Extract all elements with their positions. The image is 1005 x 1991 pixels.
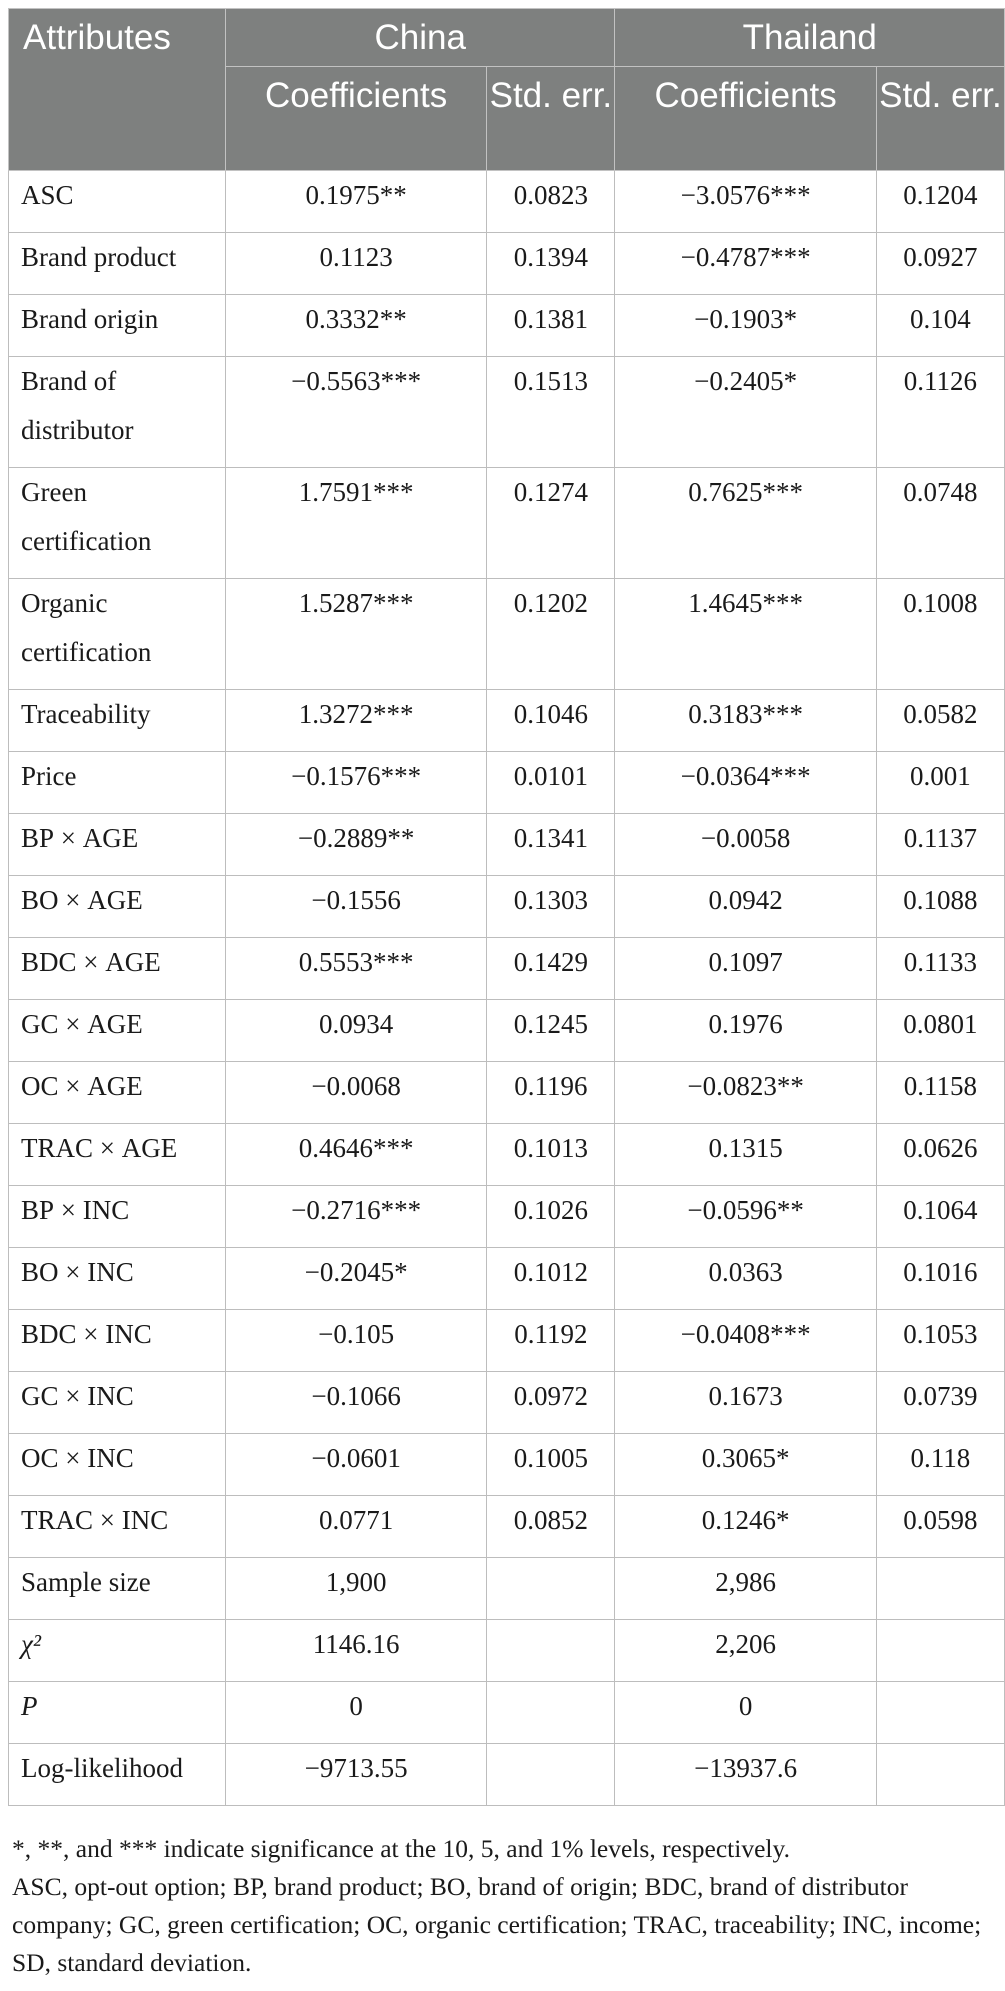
table-row — [9, 1124, 1005, 1186]
thailand-stderr: 0.0739 — [876, 1372, 1004, 1434]
row-label: OC × INC — [9, 1434, 226, 1496]
china-coefficient: −0.2045* — [225, 1248, 486, 1310]
thailand-coefficient: −0.4787*** — [615, 233, 876, 295]
thailand-stderr: 0.1126 — [876, 357, 1004, 468]
row-label: Green certification — [9, 468, 226, 579]
table-row — [9, 1000, 1005, 1062]
thailand-stderr: 0.0598 — [876, 1496, 1004, 1558]
china-stderr: 0.1274 — [487, 468, 615, 579]
china-coefficient: −0.2889** — [225, 814, 486, 876]
thailand-coefficient: 0.1097 — [615, 938, 876, 1000]
china-stderr: 0.1013 — [487, 1124, 615, 1186]
china-stderr — [487, 1682, 615, 1744]
thailand-coefficient: 0.1315 — [615, 1124, 876, 1186]
thailand-stderr: 0.0801 — [876, 1000, 1004, 1062]
results-table — [8, 8, 1005, 1806]
thailand-coefficient: 0.3065* — [615, 1434, 876, 1496]
thailand-coefficient: 0.0363 — [615, 1248, 876, 1310]
header-china: China — [225, 9, 615, 67]
thailand-stderr — [876, 1682, 1004, 1744]
header-attributes: Attributes — [9, 9, 226, 171]
table-row — [9, 752, 1005, 814]
china-stderr: 0.1192 — [487, 1310, 615, 1372]
thailand-coefficient: −13937.6 — [615, 1744, 876, 1806]
china-coefficient: −0.5563*** — [225, 357, 486, 468]
china-stderr — [487, 1558, 615, 1620]
header-row-groups — [9, 9, 1005, 67]
china-coefficient: 0.1123 — [225, 233, 486, 295]
row-label: BO × INC — [9, 1248, 226, 1310]
china-coefficient: 0.1975** — [225, 171, 486, 233]
thailand-stderr: 0.0927 — [876, 233, 1004, 295]
thailand-stderr: 0.1133 — [876, 938, 1004, 1000]
china-stderr: 0.1303 — [487, 876, 615, 938]
china-stderr — [487, 1620, 615, 1682]
thailand-stderr: 0.0748 — [876, 468, 1004, 579]
thailand-coefficient: −3.0576*** — [615, 171, 876, 233]
thailand-stderr: 0.0626 — [876, 1124, 1004, 1186]
thailand-coefficient: 2,986 — [615, 1558, 876, 1620]
china-coefficient: −0.0068 — [225, 1062, 486, 1124]
table-row — [9, 579, 1005, 690]
thailand-stderr — [876, 1558, 1004, 1620]
thailand-coefficient: 1.4645*** — [615, 579, 876, 690]
china-coefficient: 1.3272*** — [225, 690, 486, 752]
china-coefficient: 0.4646*** — [225, 1124, 486, 1186]
china-coefficient: −0.2716*** — [225, 1186, 486, 1248]
header-china-stderr: Std. err. — [487, 67, 615, 171]
thailand-coefficient: 0.0942 — [615, 876, 876, 938]
row-label: Brand of distributor — [9, 357, 226, 468]
thailand-stderr: 0.1016 — [876, 1248, 1004, 1310]
header-thailand-coefficients: Coefficients — [615, 67, 876, 171]
thailand-coefficient: 0.1976 — [615, 1000, 876, 1062]
thailand-stderr: 0.1064 — [876, 1186, 1004, 1248]
row-label: Organic certification — [9, 579, 226, 690]
thailand-stderr: 0.1137 — [876, 814, 1004, 876]
row-label: OC × AGE — [9, 1062, 226, 1124]
row-label: Traceability — [9, 690, 226, 752]
china-coefficient: −0.1576*** — [225, 752, 486, 814]
china-stderr: 0.1005 — [487, 1434, 615, 1496]
table-row — [9, 814, 1005, 876]
thailand-coefficient: 0.1246* — [615, 1496, 876, 1558]
significance-note: *, **, and *** indicate significance at the 10, 5, and 1% levels, respectively. — [12, 1834, 790, 1863]
thailand-stderr: 0.1088 — [876, 876, 1004, 938]
row-label: BDC × AGE — [9, 938, 226, 1000]
table-row — [9, 1620, 1005, 1682]
table-row — [9, 1186, 1005, 1248]
table-row — [9, 233, 1005, 295]
row-label: TRAC × AGE — [9, 1124, 226, 1186]
row-label: ASC — [9, 171, 226, 233]
china-stderr: 0.1381 — [487, 295, 615, 357]
abbreviations-note: ASC, opt-out option; BP, brand product; BO, brand of origin; BDC, brand of distributor company; GC, green certification; OC, organic certification; TRAC, traceability; INC, income; SD, standard deviation. — [12, 1872, 982, 1977]
row-label: Sample size — [9, 1558, 226, 1620]
thailand-coefficient: 0.7625*** — [615, 468, 876, 579]
row-label: Price — [9, 752, 226, 814]
row-label: BO × AGE — [9, 876, 226, 938]
thailand-coefficient: −0.0596** — [615, 1186, 876, 1248]
thailand-stderr: 0.104 — [876, 295, 1004, 357]
thailand-coefficient: −0.0058 — [615, 814, 876, 876]
thailand-stderr: 0.1204 — [876, 171, 1004, 233]
china-coefficient: −0.1556 — [225, 876, 486, 938]
china-stderr: 0.1394 — [487, 233, 615, 295]
china-stderr: 0.0852 — [487, 1496, 615, 1558]
china-stderr: 0.1196 — [487, 1062, 615, 1124]
thailand-stderr — [876, 1620, 1004, 1682]
row-label: BDC × INC — [9, 1310, 226, 1372]
china-coefficient: −0.1066 — [225, 1372, 486, 1434]
china-stderr: 0.1012 — [487, 1248, 615, 1310]
table-row — [9, 295, 1005, 357]
thailand-coefficient: −0.0364*** — [615, 752, 876, 814]
row-label: χ² — [9, 1620, 226, 1682]
table-row — [9, 1310, 1005, 1372]
header-thailand: Thailand — [615, 9, 1005, 67]
table-row — [9, 1248, 1005, 1310]
china-coefficient: 0.0934 — [225, 1000, 486, 1062]
table-row — [9, 1744, 1005, 1806]
table-row — [9, 938, 1005, 1000]
china-coefficient: 0.0771 — [225, 1496, 486, 1558]
china-stderr: 0.0972 — [487, 1372, 615, 1434]
china-coefficient: 0.3332** — [225, 295, 486, 357]
table-row — [9, 171, 1005, 233]
china-coefficient: −0.0601 — [225, 1434, 486, 1496]
thailand-coefficient: −0.1903* — [615, 295, 876, 357]
thailand-coefficient: −0.0823** — [615, 1062, 876, 1124]
china-stderr: 0.0101 — [487, 752, 615, 814]
row-label: GC × AGE — [9, 1000, 226, 1062]
china-coefficient: 0.5553*** — [225, 938, 486, 1000]
china-coefficient: 1,900 — [225, 1558, 486, 1620]
row-label: Log-likelihood — [9, 1744, 226, 1806]
china-stderr: 0.1202 — [487, 579, 615, 690]
row-label: BP × INC — [9, 1186, 226, 1248]
row-label: Brand origin — [9, 295, 226, 357]
table-row — [9, 1062, 1005, 1124]
china-coefficient: 0 — [225, 1682, 486, 1744]
china-coefficient: 1146.16 — [225, 1620, 486, 1682]
china-stderr — [487, 1744, 615, 1806]
china-stderr: 0.1341 — [487, 814, 615, 876]
china-coefficient: −9713.55 — [225, 1744, 486, 1806]
table-row — [9, 1682, 1005, 1744]
table-row — [9, 1372, 1005, 1434]
row-label: BP × AGE — [9, 814, 226, 876]
china-stderr: 0.1429 — [487, 938, 615, 1000]
thailand-stderr: 0.1053 — [876, 1310, 1004, 1372]
table-row — [9, 1558, 1005, 1620]
thailand-coefficient: 0 — [615, 1682, 876, 1744]
thailand-coefficient: 0.3183*** — [615, 690, 876, 752]
china-stderr: 0.1026 — [487, 1186, 615, 1248]
thailand-stderr — [876, 1744, 1004, 1806]
thailand-coefficient: 0.1673 — [615, 1372, 876, 1434]
thailand-stderr: 0.0582 — [876, 690, 1004, 752]
table-row — [9, 876, 1005, 938]
table-row — [9, 1496, 1005, 1558]
table-row — [9, 357, 1005, 468]
china-coefficient: 1.5287*** — [225, 579, 486, 690]
table-footnotes — [12, 1830, 997, 1982]
table-row — [9, 690, 1005, 752]
row-label: P — [9, 1682, 226, 1744]
table-body — [9, 171, 1005, 1806]
table-row — [9, 468, 1005, 579]
table-row — [9, 1434, 1005, 1496]
thailand-stderr: 0.118 — [876, 1434, 1004, 1496]
header-china-coefficients: Coefficients — [225, 67, 486, 171]
thailand-stderr: 0.001 — [876, 752, 1004, 814]
row-label: GC × INC — [9, 1372, 226, 1434]
thailand-coefficient: −0.2405* — [615, 357, 876, 468]
china-coefficient: 1.7591*** — [225, 468, 486, 579]
row-label: Brand product — [9, 233, 226, 295]
thailand-stderr: 0.1008 — [876, 579, 1004, 690]
row-label: TRAC × INC — [9, 1496, 226, 1558]
china-stderr: 0.1245 — [487, 1000, 615, 1062]
thailand-stderr: 0.1158 — [876, 1062, 1004, 1124]
thailand-coefficient: 2,206 — [615, 1620, 876, 1682]
china-stderr: 0.1046 — [487, 690, 615, 752]
thailand-coefficient: −0.0408*** — [615, 1310, 876, 1372]
china-stderr: 0.0823 — [487, 171, 615, 233]
header-thailand-stderr: Std. err. — [876, 67, 1004, 171]
china-coefficient: −0.105 — [225, 1310, 486, 1372]
china-stderr: 0.1513 — [487, 357, 615, 468]
